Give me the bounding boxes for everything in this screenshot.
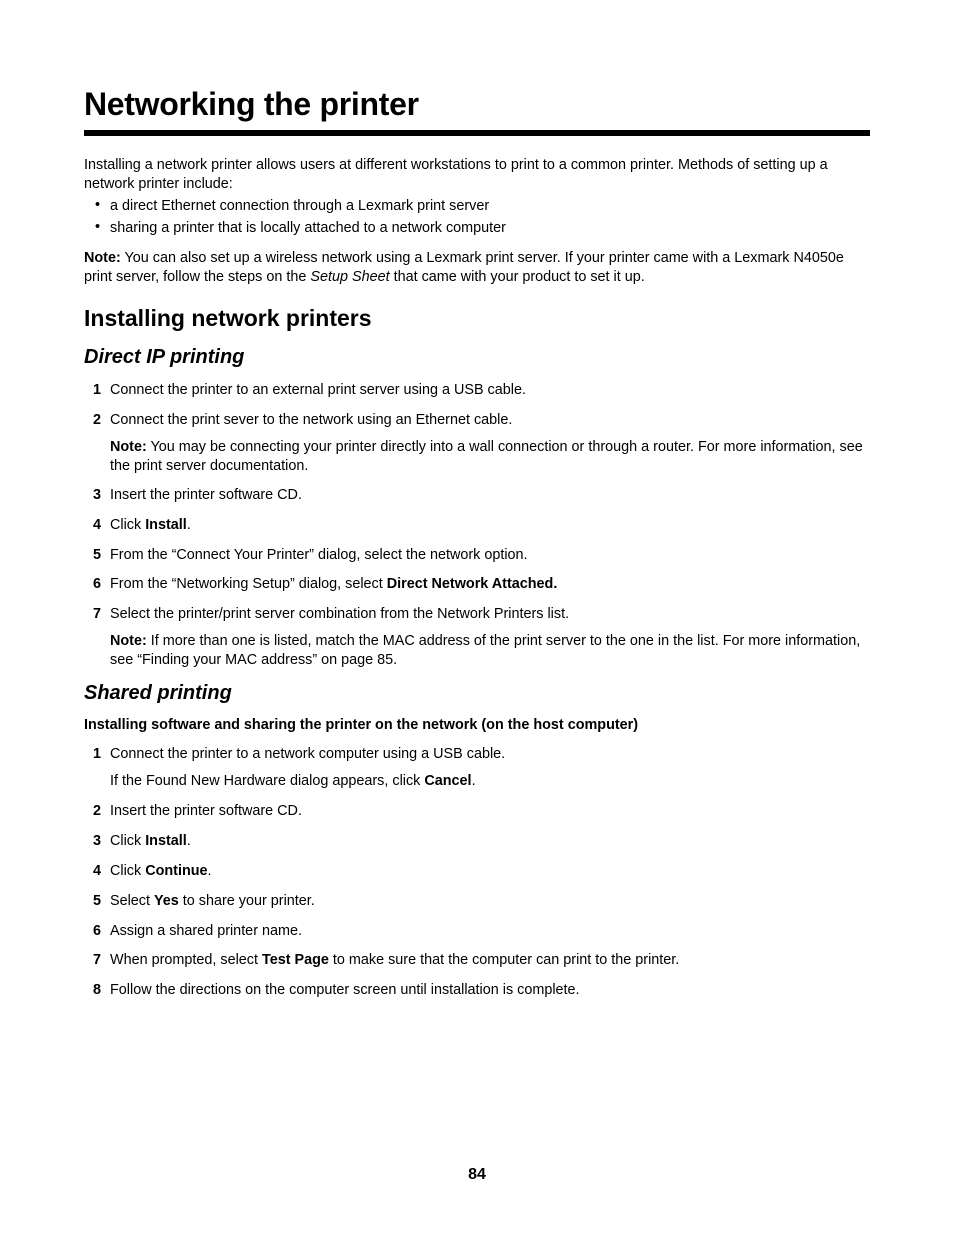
intro-paragraph: Installing a network printer allows users at different workstations to print to a common printer. Methods of setting up a network printer include: <box>84 157 828 192</box>
step-number: 8 <box>92 982 101 998</box>
step-text: Follow the directions on the computer screen until installation is complete. <box>110 982 580 998</box>
note-italic: Setup Sheet <box>310 268 390 285</box>
bullet-text: sharing a printer that is locally attached to a network computer <box>110 220 506 236</box>
note-label: Note: <box>110 633 147 649</box>
step-number: 1 <box>92 746 101 762</box>
note-paragraph <box>84 249 870 286</box>
note-text: that came with your product to set it up. <box>389 268 645 285</box>
step-number: 4 <box>92 517 101 533</box>
step-text: Assign a shared printer name. <box>110 923 302 939</box>
step-text: Click Install. <box>110 517 191 533</box>
step-text: Connect the print sever to the network using an Ethernet cable. <box>110 412 513 428</box>
section-heading: Installing network printers <box>84 305 372 331</box>
step-text: From the “Connect Your Printer” dialog, select the network option. <box>110 547 528 563</box>
step-note <box>110 632 870 669</box>
step-text: Insert the printer software CD. <box>110 487 302 503</box>
step-text: When prompted, select Test Page to make sure that the computer can print to the printer. <box>110 952 680 968</box>
procedure-heading: Installing software and sharing the printer on the network (on the host computer) <box>84 717 639 733</box>
step-note <box>110 438 870 475</box>
step-number: 4 <box>92 863 101 879</box>
step-text: Click Continue. <box>110 863 212 879</box>
note-text: You can also set up a wireless network using a Lexmark print server. If your printer came with a Lexmark N4050e print server, follow the steps on the <box>84 250 844 285</box>
page-number: 84 <box>468 1166 486 1183</box>
page-title: Networking the printer <box>84 86 419 122</box>
step-number: 2 <box>92 412 101 428</box>
note-text: If more than one is listed, match the MAC address of the print server to the one in the list. For more information, see “Finding your MAC address” on page 85. <box>110 633 861 668</box>
note-label: Note: <box>84 250 121 266</box>
step-text: From the “Networking Setup” dialog, select Direct Network Attached. <box>110 576 558 592</box>
subsection-heading-direct-ip: Direct IP printing <box>84 346 245 368</box>
step-number: 3 <box>92 487 101 503</box>
step-text: Select Yes to share your printer. <box>110 893 315 909</box>
step-number: 6 <box>92 576 101 592</box>
step-text: Connect the printer to an external print server using a USB cable. <box>110 382 526 398</box>
subsection-heading-shared: Shared printing <box>84 682 232 704</box>
step-detail: If the Found New Hardware dialog appears, click Cancel. <box>110 773 476 789</box>
step-text: Insert the printer software CD. <box>110 803 302 819</box>
bullet-icon: • <box>95 197 101 213</box>
step-number: 2 <box>92 803 101 819</box>
title-rule <box>84 130 870 136</box>
bullet-text: a direct Ethernet connection through a Lexmark print server <box>110 198 490 214</box>
step-number: 7 <box>92 606 101 622</box>
step-number: 3 <box>92 833 101 849</box>
bullet-icon: • <box>95 219 101 235</box>
step-text: Select the printer/print server combination from the Network Printers list. <box>110 606 570 622</box>
note-text: You may be connecting your printer directly into a wall connection or through a router. For more information, see the print server documentation. <box>110 439 863 474</box>
step-number: 1 <box>92 382 101 398</box>
step-text: Click Install. <box>110 833 191 849</box>
step-number: 7 <box>92 952 101 968</box>
step-text: Connect the printer to a network computer using a USB cable. <box>110 746 506 762</box>
step-number: 6 <box>92 923 101 939</box>
note-label: Note: <box>110 439 147 455</box>
step-number: 5 <box>92 893 101 909</box>
step-number: 5 <box>92 547 101 563</box>
